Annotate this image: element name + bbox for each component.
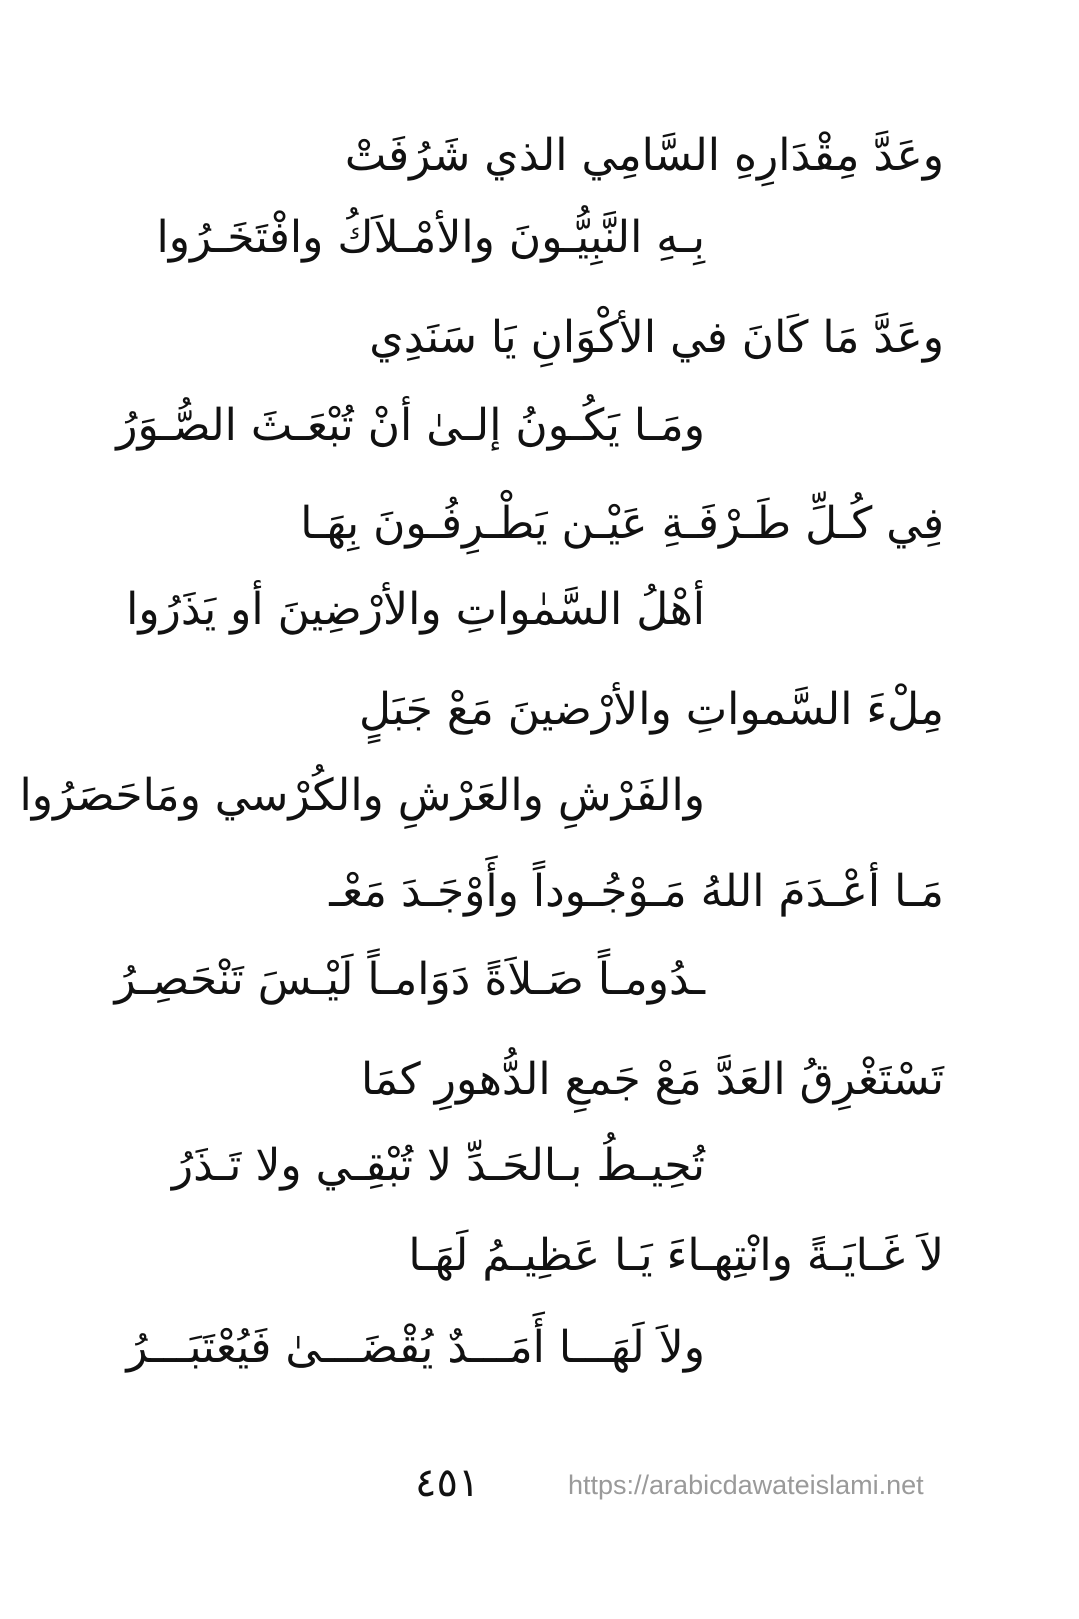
verse-line-8: والفَرْشِ والعَرْشِ والكُرْسي ومَاحَصَرُوا (19, 770, 705, 821)
verse-line-7: مِلْءَ السَّمواتِ والأرْضينَ مَعْ جَبَلٍ (359, 684, 944, 735)
verse-line-14: ولاَ لَهَـــا أَمَـــدٌ يُقْضَـــىٰ فَيُعْتَبَـــرُ (126, 1322, 705, 1373)
verse-line-12: تُحِيـطُ بـالحَـدِّ لا تُبْقِـي ولا تَـذَرُ (171, 1140, 705, 1191)
verse-line-6: أهْلُ السَّمٰواتِ والأرْضِينَ أو يَذَرُوا (126, 584, 705, 635)
verse-line-9: مَـا أعْـدَمَ اللهُ مَـوْجُـوداً وأَوْجَـدَ مَعْـ (329, 866, 944, 917)
verse-line-13: لاَ غَـايَـةً وانْتِهـاءَ يَـا عَظِيـمُ لَهَـا (408, 1230, 944, 1281)
verse-line-10: ـدُومـاً صَـلاَةً دَوَامـاً لَيْـسَ تَنْحَصِـرُ (114, 954, 705, 1005)
verse-line-4: ومَـا يَكُـونُ إلـىٰ أنْ تُبْعَـثَ الصُّـوَرُ (116, 400, 705, 451)
source-url-watermark: https://arabicdawateislami.net (568, 1470, 924, 1500)
verse-line-5: فِي كُـلِّ طَـرْفَـةِ عَيْـن يَطْـرِفُـونَ بِهَـا (300, 498, 944, 549)
verse-line-1: وعَدَّ مِقْدَارِهِ السَّامِي الذي شَرُفَتْ (344, 130, 944, 181)
page-number: ٤٥١ (415, 1460, 480, 1506)
verse-line-2: بِـهِ النَّبِيُّـونَ والأمْـلاَكُ وافْتَخَـرُوا (156, 212, 705, 263)
verse-line-11: تَسْتَغْرِقُ العَدَّ مَعْ جَمعِ الدُّهورِ كمَا (360, 1054, 944, 1105)
verse-line-3: وعَدَّ مَا كَانَ في الأكْوَانِ يَا سَنَدِي (369, 312, 944, 363)
